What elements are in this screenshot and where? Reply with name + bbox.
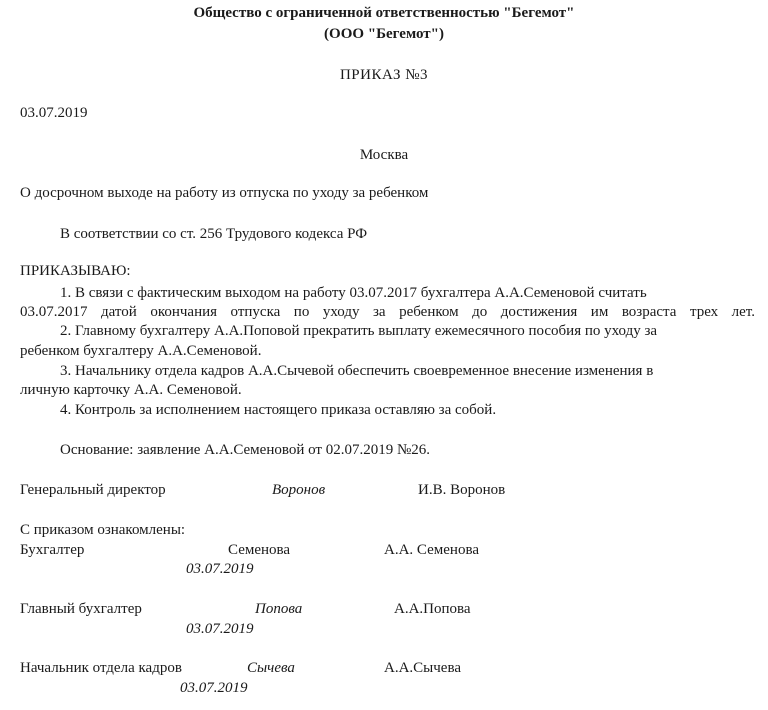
company-name: Общество с ограниченной ответственностью "Бегемот"	[193, 5, 575, 21]
order-subject: О досрочном выходе на работу из отпуска по уходу за ребенком	[20, 185, 429, 201]
order-date: 03.07.2019	[20, 105, 88, 121]
director-signature: Воронов	[272, 482, 326, 498]
director-position: Генеральный директор	[20, 482, 166, 498]
director-name: И.В. Воронов	[418, 482, 506, 498]
signer-1-signature: Семенова	[228, 542, 291, 558]
signer-3-date: 03.07.2019	[180, 680, 248, 696]
item-3-line-1: 3. Начальнику отдела кадров А.А.Сычевой обеспечить своевременное внесение изменения в	[60, 363, 654, 379]
signer-2-position: Главный бухгалтер	[20, 601, 142, 617]
order-title: ПРИКАЗ №3	[339, 67, 429, 83]
signer-2-name: А.А.Попова	[394, 601, 471, 617]
signer-1-name: А.А. Семенова	[384, 542, 479, 558]
signer-1-position: Бухгалтер	[20, 542, 85, 558]
item-3-line-2: личную карточку А.А. Семеновой.	[20, 382, 242, 398]
legal-basis: В соответствии со ст. 256 Трудового кодекса РФ	[60, 226, 368, 242]
city: Москва	[359, 147, 409, 163]
signer-3-name: А.А.Сычева	[384, 660, 461, 676]
item-2-line-2: ребенком бухгалтеру А.А.Семеновой.	[20, 343, 262, 359]
signer-2-signature: Попова	[255, 601, 303, 617]
order-basis: Основание: заявление А.А.Семеновой от 02.07.2019 №26.	[60, 442, 431, 458]
signer-1-date: 03.07.2019	[186, 561, 254, 577]
acquainted-heading: С приказом ознакомлены:	[20, 522, 186, 538]
signer-2-date: 03.07.2019	[186, 621, 254, 637]
item-4: 4. Контроль за исполнением настоящего приказа оставляю за собой.	[60, 402, 497, 418]
item-1-line-2: 03.07.2017 датой окончания отпуска по уходу за ребенком до достижения им возраста трех лет.	[20, 304, 755, 320]
item-2-line-1: 2. Главному бухгалтеру А.А.Поповой прекратить выплату ежемесячного пособия по уходу за	[60, 323, 658, 339]
item-1-line-1: 1. В связи с фактическим выходом на работу 03.07.2017 бухгалтера А.А.Семеновой считать	[60, 285, 647, 301]
order-word: ПРИКАЗЫВАЮ:	[20, 263, 131, 279]
signer-3-position: Начальник отдела кадров	[20, 660, 182, 676]
company-short-name: (ООО "Бегемот")	[324, 26, 444, 42]
signer-3-signature: Сычева	[247, 660, 295, 676]
